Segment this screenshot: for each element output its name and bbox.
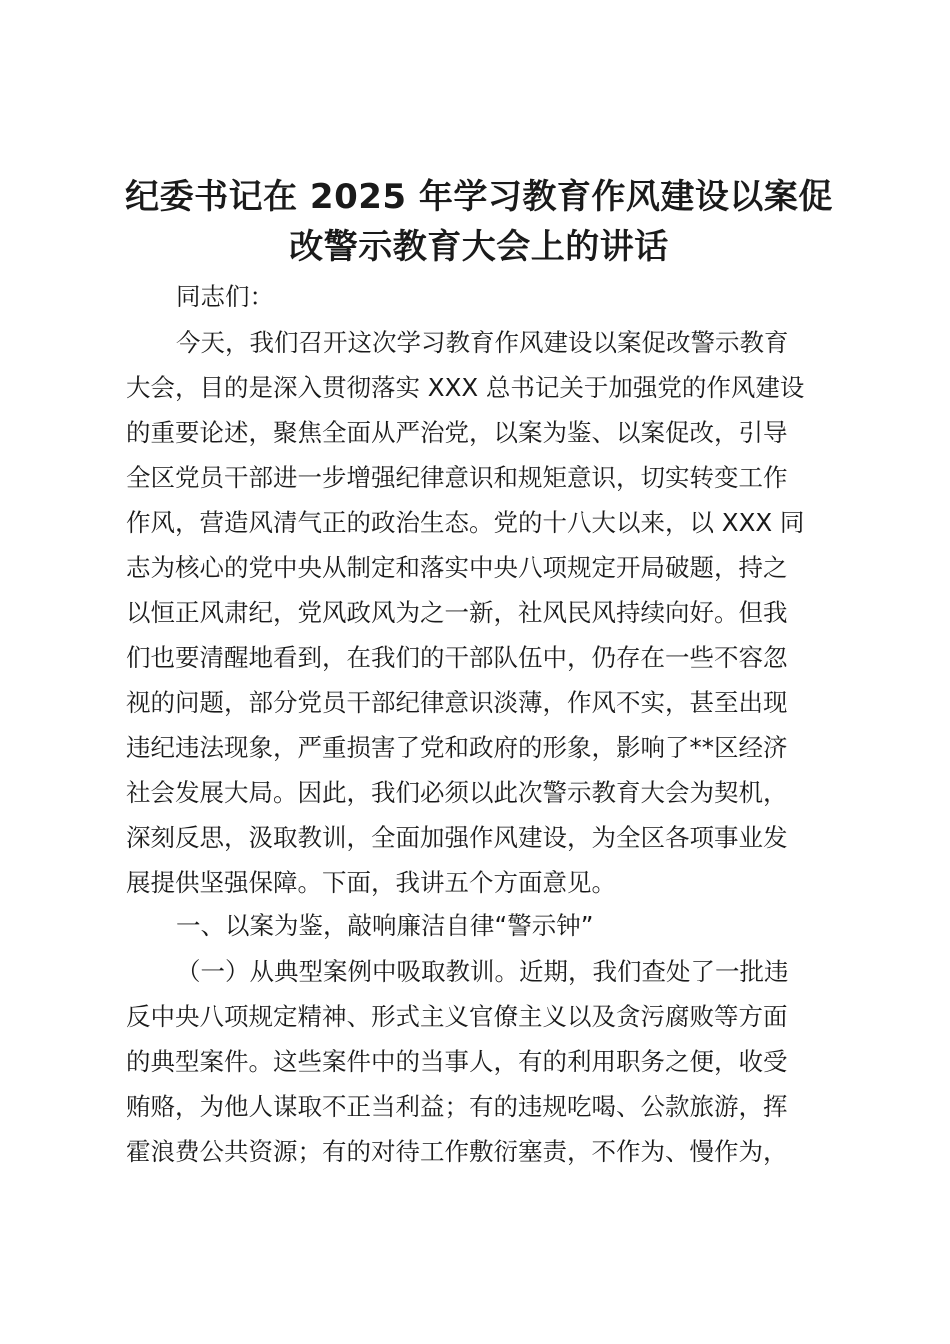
subsection-1-line: 贿赂，为他人谋取不正当利益；有的违规吃喝、公款旅游，挥 (126, 1092, 788, 1121)
paragraph-1-line: 违纪违法现象，严重损害了党和政府的形象，影响了**区经济 (126, 733, 788, 762)
subsection-1-line: 反中央八项规定精神、形式主义官僚主义以及贪污腐败等方面 (126, 1002, 788, 1031)
paragraph-1-line: 大会，目的是深入贯彻落实 XXX 总书记关于加强党的作风建设 (126, 373, 805, 402)
subsection-1-line: 的典型案件。这些案件中的当事人，有的利用职务之便，收受 (126, 1047, 788, 1076)
document-title-line-2: 改警示教育大会上的讲话 (289, 227, 669, 267)
paragraph-1-line: 作风，营造风清气正的政治生态。党的十八大以来，以 XXX 同 (126, 508, 805, 537)
paragraph-1-line: 们也要清醒地看到，在我们的干部队伍中，仍存在一些不容忽 (126, 643, 788, 672)
paragraph-1-line: 全区党员干部进一步增强纪律意识和规矩意识，切实转变工作 (126, 463, 788, 492)
paragraph-1-line: 社会发展大局。因此，我们必须以此次警示教育大会为契机， (126, 778, 788, 807)
salutation: 同志们： (176, 282, 274, 311)
paragraph-1-line: 志为核心的党中央从制定和落实中央八项规定开局破题，持之 (126, 553, 788, 582)
paragraph-1-line: 今天，我们召开这次学习教育作风建设以案促改警示教育 (176, 328, 789, 357)
paragraph-1-line: 深刻反思，汲取教训，全面加强作风建设，为全区各项事业发 (126, 823, 788, 852)
section-1-heading: 一、以案为鉴，敲响廉洁自律“警示钟” (176, 911, 594, 940)
paragraph-1-line: 视的问题，部分党员干部纪律意识淡薄，作风不实，甚至出现 (126, 688, 788, 717)
subsection-1-line: （一）从典型案例中吸取教训。近期，我们查处了一批违 (176, 957, 789, 986)
paragraph-1-line: 展提供坚强保障。下面，我讲五个方面意见。 (126, 868, 616, 897)
paragraph-1-line: 的重要论述，聚焦全面从严治党，以案为鉴、以案促改，引导 (126, 418, 788, 447)
document-title-line-1: 纪委书记在 2025 年学习教育作风建设以案促 (125, 177, 833, 217)
paragraph-1-line: 以恒正风肃纪，党风政风为之一新，社风民风持续向好。但我 (126, 598, 788, 627)
subsection-1-line: 霍浪费公共资源；有的对待工作敷衍塞责，不作为、慢作为， (126, 1137, 788, 1166)
